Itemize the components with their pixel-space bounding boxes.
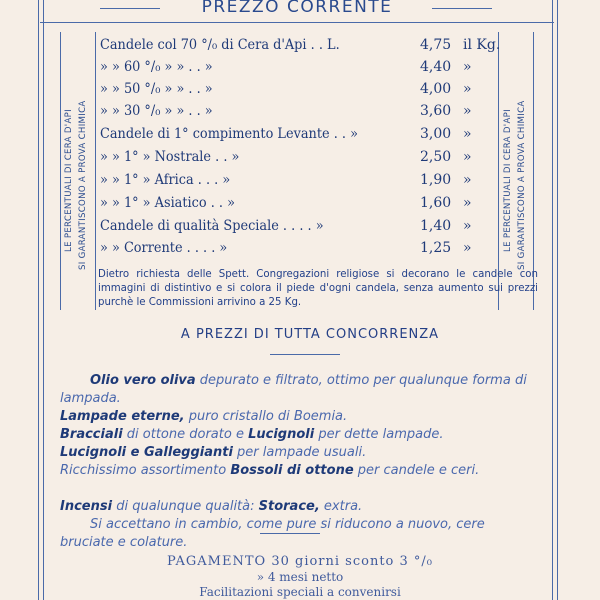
- side-note-right-1: LE PERCENTUALI DI CERA D'API: [503, 109, 513, 252]
- payment-terms: PAGAMENTO 30 giorni sconto 3 °/₀: [166, 554, 434, 569]
- table-row-unit: »: [463, 59, 472, 75]
- product-incense: [60, 498, 538, 516]
- blank-rule: [260, 533, 320, 534]
- competitive-prices-heading: A PREZZI DI TUTTA CONCORRENZA: [180, 327, 440, 342]
- closing-note: Si accettano in cambio, come pure si riducono a nuovo, cere bruciate e colature.: [60, 517, 485, 550]
- product-name-2: Bossoli di ottone: [230, 463, 354, 478]
- table-row-price: 2,50: [420, 149, 452, 165]
- table-row-text: Candele di 1° compimento Levante . . »: [100, 126, 359, 142]
- table-row-text: » » 1° » Nostrale . . »: [100, 149, 240, 165]
- product-desc: di qualunque qualità:: [112, 499, 259, 514]
- table-row-text: Candele di qualità Speciale . . . . »: [100, 218, 324, 234]
- table-row-price: 1,25: [420, 240, 452, 256]
- product-name: Bracciali: [60, 427, 123, 442]
- table-row-unit: »: [463, 195, 472, 211]
- product-desc: Ricchissimo assortimento: [60, 463, 231, 478]
- product-desc: puro cristallo di Boemia.: [184, 409, 348, 424]
- title-rule: [40, 22, 554, 23]
- table-row-unit: »: [463, 81, 472, 97]
- payment-terms-3: Facilitazioni speciali a convenirsi: [199, 585, 401, 599]
- product-name: Lampade eterne,: [60, 409, 185, 424]
- table-row-price: 3,00: [420, 126, 452, 142]
- table-row-unit: »: [463, 172, 472, 188]
- table-row-unit: »: [463, 240, 472, 256]
- table-row-unit: »: [463, 218, 472, 234]
- table-row-unit: »: [463, 103, 472, 119]
- table-row-text: » » 60 °/₀ » » . . »: [100, 59, 213, 75]
- table-row-unit: »: [463, 126, 472, 142]
- table-row-price: 1,90: [420, 172, 452, 188]
- table-row-price: 1,40: [420, 218, 452, 234]
- payment-terms-2: » 4 mesi netto: [256, 570, 344, 584]
- product-desc-2: per dette lampade.: [314, 427, 444, 442]
- product-desc-2: extra.: [319, 499, 363, 514]
- table-row-price: 4,75: [420, 37, 452, 53]
- product-name-2: Storace,: [258, 499, 320, 514]
- product-wicks: [60, 444, 538, 462]
- table-row-price: 1,60: [420, 195, 452, 211]
- table-row-text: Candele col 70 °/₀ di Cera d'Api . . L.: [100, 37, 340, 53]
- page-title: PREZZO CORRENTE: [201, 0, 393, 17]
- product-name-2: Lucignoli: [248, 427, 315, 442]
- product-name: Olio vero oliva: [90, 373, 196, 388]
- side-note-left-1: LE PERCENTUALI DI CERA D'API: [64, 109, 74, 252]
- product-desc: depurato e filtrato, ottimo per qualunque forma di lampada.: [60, 373, 527, 406]
- side-note-right-2: SI GARANTISCONO A PROVA CHIMICA: [517, 100, 527, 270]
- table-row-text: » » 1° » Asiatico . . »: [100, 195, 235, 211]
- section-divider: [270, 354, 340, 355]
- product-desc-2: per candele e ceri.: [353, 463, 480, 478]
- congregation-note: Dietro richiesta delle Spett. Congregazioni religiose si decorano le candele con immagini di distintivo e si colora il piede d'ogni candela, senza aumento sui prezzi purchè le Commissioni arrivino a 25 Kg.: [98, 269, 538, 308]
- table-row-price: 3,60: [420, 103, 452, 119]
- table-row-price: 4,40: [420, 59, 452, 75]
- table-row-text: » » 1° » Africa . . . »: [100, 172, 231, 188]
- product-lamps: [60, 408, 538, 426]
- left-border: [38, 0, 44, 600]
- table-row-price: 4,00: [420, 81, 452, 97]
- product-desc: di ottone dorato e: [122, 427, 249, 442]
- product-desc: per lampade usuali.: [232, 445, 367, 460]
- side-note-left-2: SI GARANTISCONO A PROVA CHIMICA: [78, 100, 88, 270]
- table-row-unit: »: [463, 149, 472, 165]
- table-row-text: » » 30 °/₀ » » . . »: [100, 103, 213, 119]
- product-brackets: [60, 426, 538, 444]
- table-row-text: » » 50 °/₀ » » . . »: [100, 81, 213, 97]
- right-border: [552, 0, 558, 600]
- product-sockets: [60, 462, 538, 480]
- product-olive-oil: [60, 372, 538, 408]
- table-row-text: » » Corrente . . . . »: [100, 240, 228, 256]
- table-row-unit: il Kg.: [463, 37, 501, 53]
- product-name: Incensi: [60, 499, 113, 514]
- product-name: Lucignoli e Galleggianti: [60, 445, 233, 460]
